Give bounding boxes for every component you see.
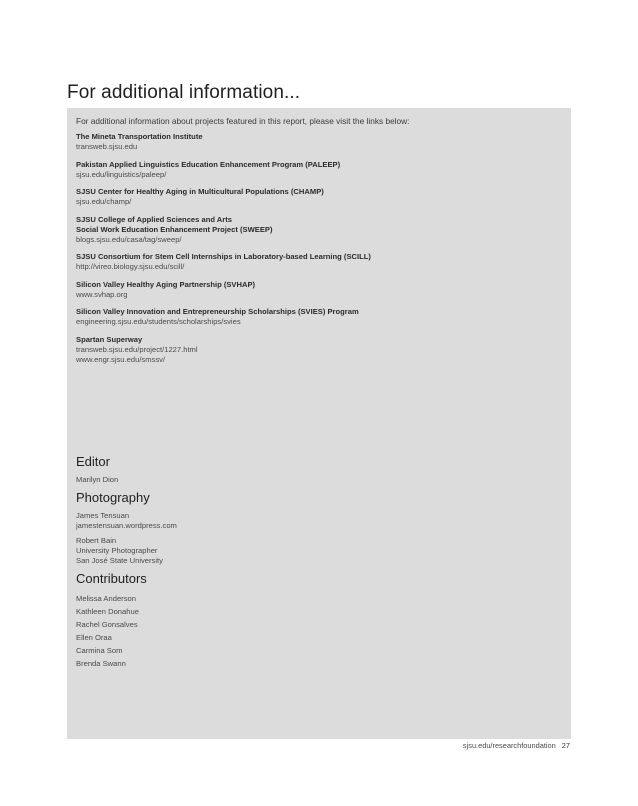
link-title: SJSU Consortium for Stem Cell Internships in Laboratory-based Learning (SCILL) — [76, 252, 371, 261]
link-title: SJSU College of Applied Sciences and Arts — [76, 214, 232, 224]
contributor-name: Brenda Swann — [76, 659, 126, 668]
link-title: The Mineta Transportation Institute — [76, 132, 203, 141]
link-url[interactable]: transweb.sjsu.edu/project/1227.html — [76, 344, 198, 354]
photography-section — [76, 490, 476, 566]
link-title: Silicon Valley Innovation and Entrepreneurship Scholarships (SVIES) Program — [76, 307, 359, 316]
footer-url[interactable]: sjsu.edu/researchfoundation — [462, 741, 556, 750]
person-role: University Photographer — [76, 546, 158, 555]
link-block-scill — [76, 252, 556, 272]
link-block-sweep — [76, 215, 556, 245]
link-block-svies — [76, 307, 556, 327]
link-block-svhap — [76, 280, 556, 300]
link-title: Pakistan Applied Linguistics Education Enhancement Program (PALEEP) — [76, 159, 341, 169]
intro-text: For additional information about projects featured in this report, please visit the links below: — [76, 116, 410, 126]
person-website[interactable]: jamestensuan.wordpress.com — [76, 521, 177, 530]
link-block-champ — [76, 187, 556, 207]
info-panel — [67, 108, 571, 739]
link-url[interactable]: www.svhap.org — [76, 289, 128, 299]
contributors-section — [76, 571, 476, 670]
link-title: Spartan Superway — [76, 334, 143, 344]
link-url[interactable]: http://vireo.biology.sjsu.edu/scill/ — [76, 262, 185, 271]
editor-person — [76, 475, 476, 485]
link-block-paleep — [76, 160, 556, 180]
link-block-mti — [76, 132, 556, 152]
link-url[interactable]: blogs.sjsu.edu/casa/tag/sweep/ — [76, 234, 182, 244]
credits — [76, 454, 476, 675]
link-url[interactable]: engineering.sjsu.edu/students/scholarships/svies — [76, 317, 241, 326]
person-name: James Tensuan — [76, 511, 130, 520]
photographer — [76, 511, 476, 531]
link-title: Silicon Valley Healthy Aging Partnership (SVHAP) — [76, 279, 256, 289]
editor-section — [76, 454, 476, 485]
photographer — [76, 536, 476, 566]
link-block-superway — [76, 335, 556, 365]
contributor-name: Rachel Gonsalves — [76, 620, 138, 629]
contributor-name: Ellen Oraa — [76, 633, 112, 642]
person-affiliation: San José State University — [76, 556, 163, 565]
link-title: SJSU Center for Healthy Aging in Multicultural Populations (CHAMP) — [76, 187, 324, 196]
links-list — [76, 132, 556, 372]
link-url[interactable]: sjsu.edu/linguistics/paleep/ — [76, 169, 167, 179]
link-url[interactable]: sjsu.edu/champ/ — [76, 197, 132, 206]
contributor-name: Carmina Som — [76, 646, 123, 655]
page-number: 27 — [561, 741, 570, 750]
editor-heading: Editor — [76, 454, 110, 469]
contributor-name: Melissa Anderson — [76, 594, 136, 603]
contributor-name: Kathleen Donahue — [76, 607, 139, 616]
page-title: For additional information... — [67, 82, 301, 103]
photography-heading: Photography — [76, 490, 150, 505]
link-title: Social Work Education Enhancement Project (SWEEP) — [76, 224, 273, 234]
link-url[interactable]: transweb.sjsu.edu — [76, 142, 138, 151]
link-url[interactable]: www.engr.sjsu.edu/smssv/ — [76, 354, 166, 364]
person-name: Marilyn Dion — [76, 475, 119, 484]
person-name: Robert Bain — [76, 536, 117, 545]
page-footer — [463, 741, 570, 750]
contributors-heading: Contributors — [76, 571, 147, 586]
